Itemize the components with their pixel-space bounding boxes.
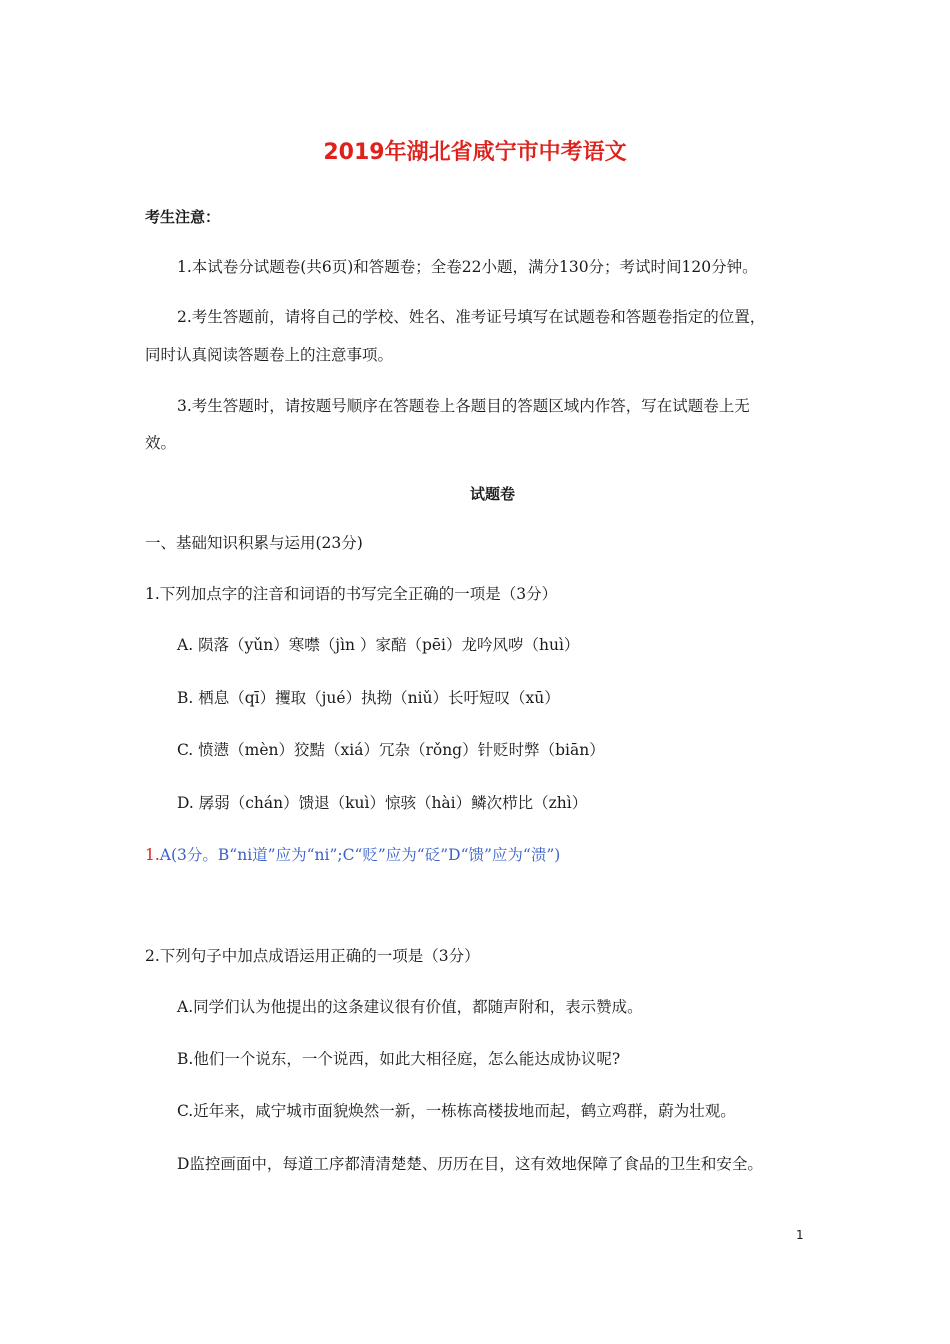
notice-item-continued: 同时认真阅读答题卷上的注意事项。 [145, 346, 394, 364]
question-2-option-d: D监控画面中，每道工序都清清楚楚、历历在目，这有效地保障了食品的卫生和安全。 [177, 1155, 763, 1173]
question-2-option-b: B.他们一个说东，一个说西，如此大相径庭，怎么能达成协议呢? [177, 1050, 621, 1068]
question-1-option-b: B. 栖息（qī）攫取（jué）执拗（niǔ）长吁短叹（xū） [177, 689, 560, 707]
page-number: 1 [796, 1228, 804, 1242]
answer-number: 1. [145, 846, 160, 864]
notice-item: 1.本试卷分试题卷(共6页)和答题卷；全卷22小题，满分130分；考试时间120分钟。 [177, 258, 758, 276]
question-1-option-a: A. 陨落（yǔn）寒噤（jìn ）家醅（pēi）龙吟风哕（huì） [177, 636, 580, 654]
question-1-option-d: D. 孱弱（chán）馈退（kuì）惊骇（hài）鳞次栉比（zhì） [177, 794, 588, 812]
question-2-option-c: C.近年来，咸宁城市面貌焕然一新，一栋栋高楼拔地而起，鹤立鸡群，蔚为壮观。 [177, 1102, 736, 1120]
part-heading: 一、基础知识积累与运用(23分) [145, 534, 363, 552]
question-1-answer [145, 844, 560, 866]
section-title: 试题卷 [469, 485, 515, 503]
document-title: 2019年湖北省咸宁市中考语文 [323, 140, 627, 165]
notice-item-continued: 效。 [145, 434, 177, 452]
notice-item: 3.考生答题时，请按题号顺序在答题卷上各题目的答题区域内作答，写在试题卷上无 [177, 397, 750, 415]
question-2-stem: 2.下列句子中加点成语运用正确的一项是（3分） [145, 947, 480, 965]
question-1-option-c: C. 愤懑（mèn）狡黠（xiá）冗杂（rǒng）针贬时弊（biān） [177, 741, 605, 759]
notice-item: 2.考生答题前，请将自己的学校、姓名、准考证号填写在试题卷和答题卷指定的位置， [177, 308, 766, 326]
question-1-stem: 1.下列加点字的注音和词语的书写完全正确的一项是（3分） [145, 585, 558, 603]
question-2-option-a: A.同学们认为他提出的这条建议很有价值，都随声附和，表示赞成。 [177, 998, 643, 1016]
answer-text: A(3分。B“ni道”应为“ni”;C“贬”应为“砭”D“馈”应为“溃”) [159, 846, 561, 864]
notice-heading: 考生注意： [145, 208, 221, 226]
